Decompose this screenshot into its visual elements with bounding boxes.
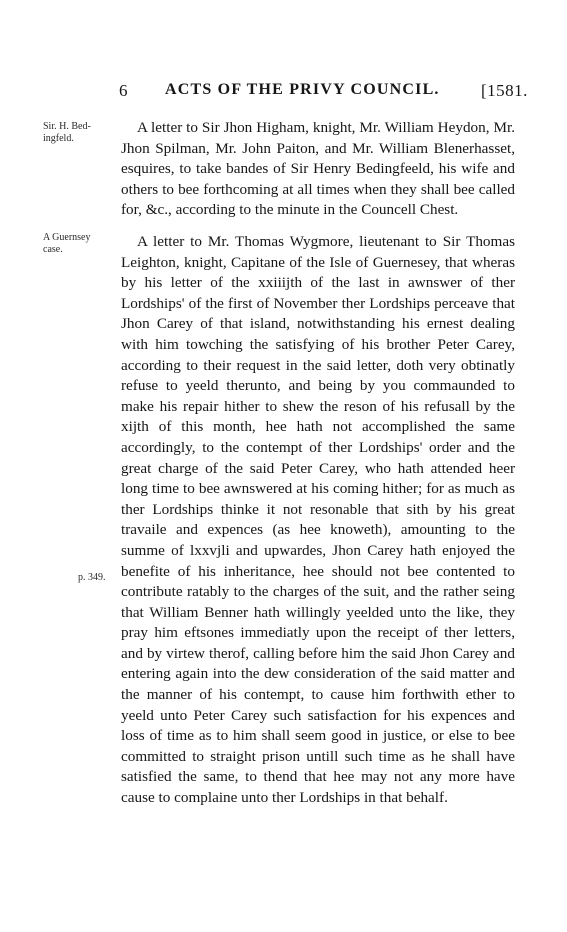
marginal-note-guernsey: A Guernsey case. <box>43 232 91 255</box>
marginal-note-bedingfeld: Sir. H. Bed- ingfeld. <box>43 121 91 144</box>
council-entry-guernsey-letter: A letter to Mr. Thomas Wygmore, lieutenant to Sir Thomas Leighton, knight, Capitane of the Isle of Guernesey, that wheras by his letter of the xxiiijth of the last in awnswer of ther Lordships' of the first of November ther Lordships perceave that Jhon Carey of that island, notwithstanding his ernest dealing with him towching the satisfying of his brother Peter Carey, according to their request in the said letter, doth very obtinatly refuse to yeeld therunto, and being by you commaunded to make his repair hither to shew the reson of his refusall by the xijth of this month, hee hath not accomplished the same accordingly, to the contempt of ther Lordships' order and the great charge of the said Peter Carey, who hath attended heer long time to bee awnswered at his coming hither; for as much as ther Lordships thinke it not resonable that sith by his great travaile and expences (as hee knoweth), amounting to the summe of lxxvjli and upwardes, Jhon Carey hath enjoyed the benefite of his inheritance, hee should not bee contented to contribute ratably to the charges of the suit, and the rather seing that William Benner hath willingly yeelded unto the like, they pray him eftsones immediatly upon the receipt of ther letters, and by virtew therof, calling before him the said Jhon Carey and entering again into the dew consideration of the said matter and the manner of his contempt, to cause him forthwith ether to yeeld unto Peter Carey such satisfaction for his expences and loss of time as to him shall seem good in justice, or else to bee committed to straight prison untill such time as he shall have satisfied the same, to thend that hee may not any more have cause to complaine unto ther Lordships in that behalf. <box>121 233 515 807</box>
year-marker: [1581. <box>481 81 528 100</box>
marginal-page-reference: p. 349. <box>78 572 106 583</box>
page-header <box>0 81 567 103</box>
page-number: 6 <box>119 81 128 100</box>
running-head: ACTS OF THE PRIVY COUNCIL. <box>165 81 440 98</box>
council-entry-bedingfeld-letter: A letter to Sir Jhon Higham, knight, Mr. William Heydon, Mr. Jhon Spilman, Mr. John Paiton, and Mr. William Blenerhasset, esquires, to take bandes of Sir Henry Bedingfeeld, his wife and others to bee forthcoming at all times when they shall bee called for, &c., according to the minute in the Councell Chest. <box>121 119 515 219</box>
